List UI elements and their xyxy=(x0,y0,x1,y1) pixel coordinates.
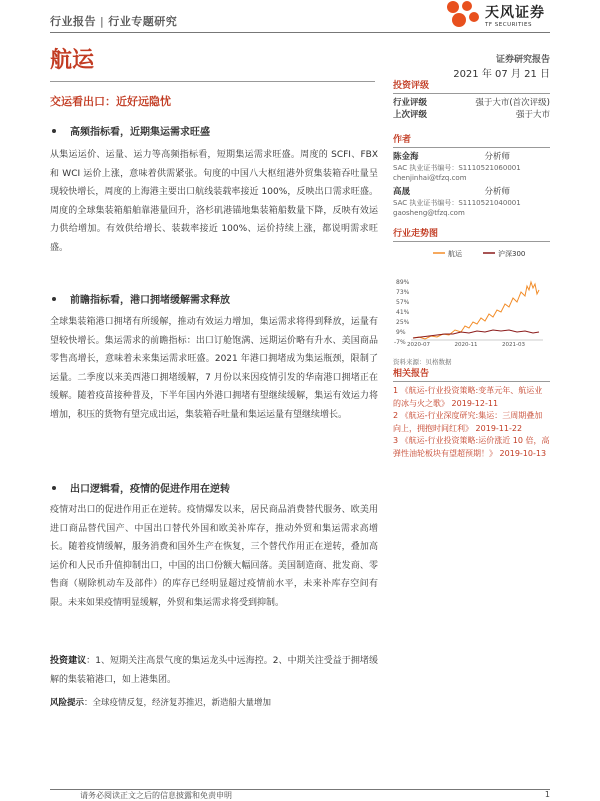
author-sac: SAC 执业证书编号：S1110521040001 xyxy=(393,199,521,207)
y-tick: 25% xyxy=(396,319,410,326)
author-sac: SAC 执业证书编号：S1110521060001 xyxy=(393,164,521,172)
rating-row: 行业评级 强于大市(首次评级) xyxy=(393,98,550,108)
section-title: 高频指标看，近期集运需求旺盛 xyxy=(50,123,210,138)
chart-source: 资料来源：贝格数据 xyxy=(393,358,452,366)
author-row: 高晟 分析师 xyxy=(393,187,510,197)
investment-advice: 投资建议：1、短期关注高景气度的集运龙头中远海控。2、中期关注受益于拥堵缓解的集装箱港口，如上港集团。 xyxy=(50,656,378,685)
series-csi300 xyxy=(413,330,539,338)
bullet-icon xyxy=(52,129,56,133)
divider xyxy=(393,93,550,94)
author-row: 陈金海 分析师 xyxy=(393,152,510,162)
authors-panel xyxy=(393,132,550,218)
related-panel xyxy=(393,366,550,460)
author-email: gaosheng@tfzq.com xyxy=(393,209,465,217)
y-tick: 41% xyxy=(396,309,410,316)
logo-mark-icon xyxy=(445,0,481,32)
related-heading: 相关报告 xyxy=(393,369,430,379)
section-title: 前瞻指标看，港口拥堵缓解需求释放 xyxy=(50,291,230,306)
title-divider xyxy=(50,81,375,82)
logo-text-en: TF SECURITIES xyxy=(485,22,532,28)
legend-csi300-label: 沪深300 xyxy=(498,250,526,258)
y-tick: 57% xyxy=(396,299,410,306)
legend-shipping-label: 航运 xyxy=(448,250,462,258)
company-logo xyxy=(445,0,555,32)
report-type: 证券研究报告 xyxy=(495,55,550,65)
bullet-icon xyxy=(52,297,56,301)
report-category: 行业报告 | 行业专题研究 xyxy=(50,15,178,28)
related-report-link[interactable]: 3 《航运-行业投资策略:运价涨近 10 倍，高弹性油轮板块有望超预期！》 2019-10-13 xyxy=(393,436,550,458)
section-body: 从集运运价、运量、运力等高频指标看，短期集运需求旺盛。周度的 SCFI、FBX 和 WCI 运价上涨，意味着供需紧张。旬度的中国八大枢纽港外贸集装箱吞吐量呈现较快增长，周度的上海港主要出口航线装载率接近 100%，反映出口需求旺盛。周度的全球集装箱船舶靠港量回升，洛杉矶港锚地集装箱船数量下降，反映有效运力供给增加。有效供给增长、装载率接近 100%、运价持续上涨，都说明需求旺盛。 xyxy=(50,150,378,253)
related-report-link[interactable]: 1 《航运-行业投资策略:变革元年、航运业的冰与火之歌》 2019-12-11 xyxy=(393,386,543,408)
y-tick: 73% xyxy=(396,289,410,296)
disclaimer-note: 请务必阅读正文之后的信息披露和免责申明 xyxy=(80,791,232,800)
related-report-link[interactable]: 2 《航运-行业深度研究:集运：三周期叠加向上，拥抱时间红利》 2019-11-22 xyxy=(393,411,543,433)
report-date: 2021 年 07 月 21 日 xyxy=(453,69,550,80)
trend-panel xyxy=(393,226,550,367)
header-divider xyxy=(50,32,550,33)
series-shipping xyxy=(413,282,539,339)
y-tick: 89% xyxy=(396,279,410,286)
y-tick: 9% xyxy=(396,329,406,336)
sector-title: 航运 xyxy=(50,48,95,73)
risk-warning: 风险提示：全球疫情反复，经济复苏推迟，新造船大量增加 xyxy=(50,698,272,708)
page-number: 1 xyxy=(544,790,550,799)
divider xyxy=(393,147,550,148)
author-email: chenjinhai@tfzq.com xyxy=(393,174,467,182)
report-subtitle: 交运看出口：近好远隐忧 xyxy=(50,95,171,108)
section-title: 出口逻辑看，疫情的促进作用在逆转 xyxy=(50,480,230,495)
rating-panel xyxy=(393,78,550,121)
divider xyxy=(393,381,550,382)
rating-heading: 投资评级 xyxy=(393,81,430,91)
logo-text-cn: 天风证券 xyxy=(485,5,545,21)
bullet-icon xyxy=(52,486,56,490)
section-body: 全球集装箱港口拥堵有所缓解，推动有效运力增加，集运需求将得到释放，运量有望较快增长。集运需求的前瞻指标：出口订舱饱满、远期运价略有升水、美国商品零售高增长，意味着未来集运需求旺盛。2021 年港口拥堵成为集运瓶颈，限制了运量。二季度以来美西港口拥堵缓解，7 月份以来因疫情引发的华南港口拥堵正在缓解。随着疫苗接种普及，下半年国内外港口拥堵有望继续缓解，集运有效运力将增加，积压的货物有望完成出运，集装箱吞吐量和集运运量有望继续增长。 xyxy=(50,317,378,420)
x-ticks: 2020-07 2020-11 2021-03 xyxy=(407,342,525,348)
section-body: 疫情对出口的促进作用正在逆转。疫情爆发以来，居民商品消费替代服务、欧美用进口商品替代国产、中国出口替代外国和欧美补库存，推动外贸和集运需求高增长。随着疫情缓解，服务消费和国外生产在恢复，三个替代作用正在逆转，叠加高运价和人民币升值抑制出口，中国的出口份额大幅回落。美国制造商、批发商、零售商（剔除机动车及部件）的库存已经明显超过疫情前水平，未来补库存空间有限。未来如果疫情明显缓解，外贸和集运需求将受到抑制。 xyxy=(50,505,378,608)
trend-heading: 行业走势图 xyxy=(393,229,439,239)
y-tick: -7% xyxy=(394,339,406,346)
authors-heading: 作者 xyxy=(393,135,412,145)
rating-row: 上次评级 强于大市 xyxy=(393,110,550,120)
